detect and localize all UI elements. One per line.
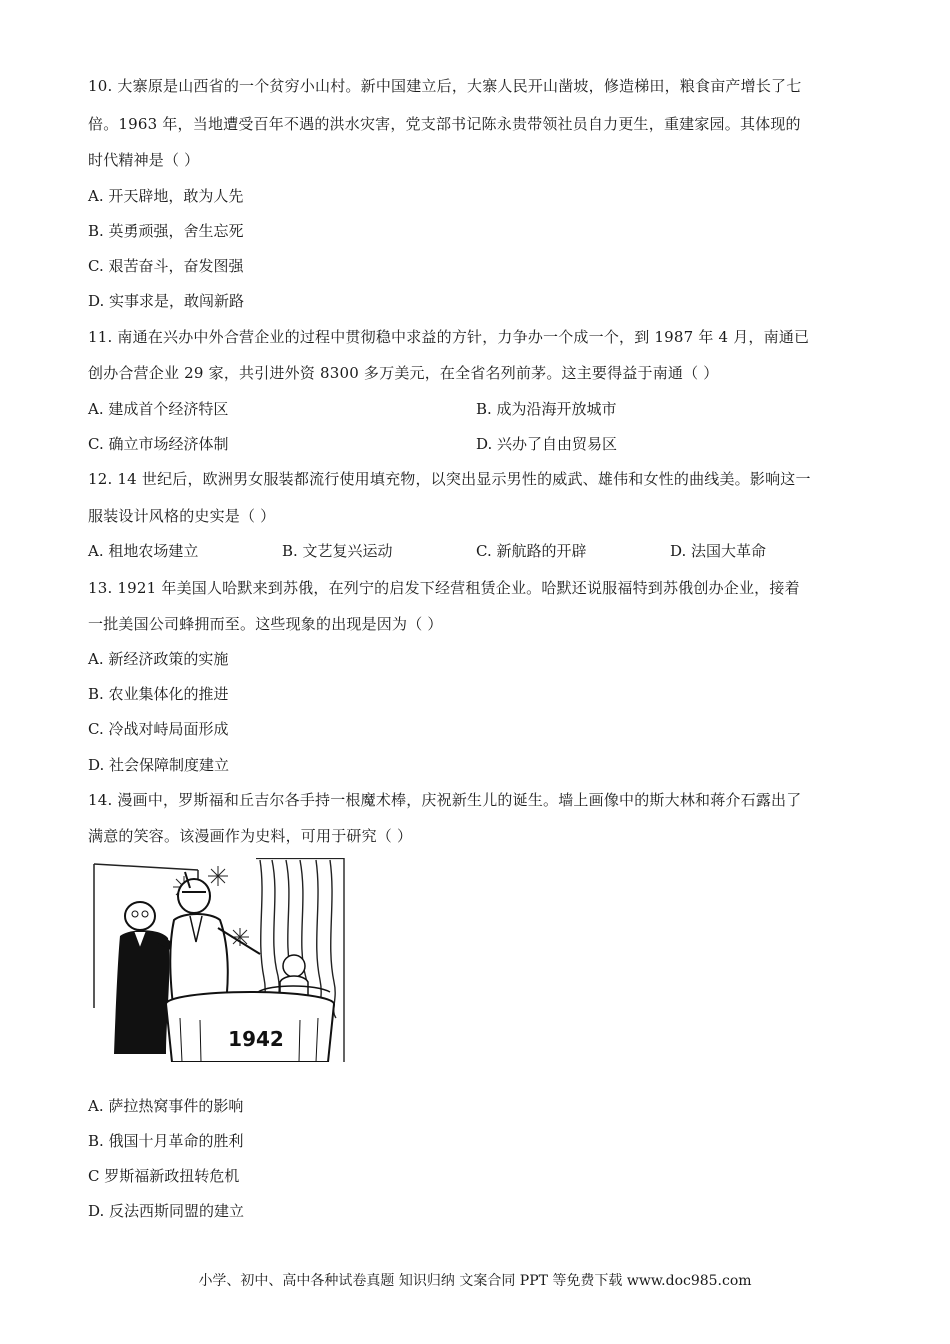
question-12-option-d: D. 法国大革命: [670, 542, 767, 560]
question-11-line-2: 创办合营企业 29 家，共引进外资 8300 多万美元，在全省名列前茅。这主要得益于南通（ ）: [88, 364, 719, 382]
question-10-line-1: 10. 大寨原是山西省的一个贫穷小山村。新中国建立后，大寨人民开山凿坡，修造梯田，粮食亩产增长了七: [88, 77, 802, 95]
question-11-option-d: D. 兴办了自由贸易区: [476, 435, 618, 453]
question-11-line-1: 11. 南通在兴办中外合营企业的过程中贯彻稳中求益的方针，力争办一个成一个，到 1987 年 4 月，南通已: [88, 328, 810, 346]
question-14-line-1: 14. 漫画中，罗斯福和丘吉尔各手持一根魔术棒，庆祝新生儿的诞生。墙上画像中的斯大林和蒋介石露出了: [88, 791, 802, 809]
cartoon-year-label: 1942: [228, 1027, 284, 1051]
question-10-option-d: D. 实事求是，敢闯新路: [88, 292, 245, 310]
question-10-line-2: 倍。1963 年，当地遭受百年不遇的洪水灾害，党支部书记陈永贵带领社员自力更生，重建家园。其体现的: [88, 115, 801, 133]
question-14-line-2: 满意的笑容。该漫画作为史料，可用于研究（ ）: [88, 827, 413, 845]
question-11-option-a: A. 建成首个经济特区: [88, 400, 229, 418]
question-14-option-b: B. 俄国十月革命的胜利: [88, 1132, 244, 1150]
page-footer: 小学、初中、高中各种试卷真题 知识归纳 文案合同 PPT 等免费下载 www.doc985.com: [198, 1273, 752, 1289]
question-10-option-c: C. 艰苦奋斗，奋发图强: [88, 257, 244, 275]
question-14-option-d: D. 反法西斯同盟的建立: [88, 1202, 245, 1220]
question-12-line-1: 12. 14 世纪后，欧洲男女服装都流行使用填充物，以突出显示男性的威武、雄伟和女性的曲线美。影响这一: [88, 470, 811, 488]
cartoon-illustration: [90, 858, 346, 1062]
question-13-line-2: 一批美国公司蜂拥而至。这些现象的出现是因为（ ）: [88, 615, 443, 633]
question-11-option-b: B. 成为沿海开放城市: [476, 400, 617, 418]
question-10-line-3: 时代精神是（ ）: [88, 151, 200, 169]
question-14-option-a: A. 萨拉热窝事件的影响: [88, 1097, 244, 1115]
question-12-line-2: 服装设计风格的史实是（ ）: [88, 507, 276, 525]
question-10-option-a: A. 开天辟地，敢为人先: [88, 187, 244, 205]
question-13-option-d: D. 社会保障制度建立: [88, 756, 230, 774]
question-13-option-b: B. 农业集体化的推进: [88, 685, 229, 703]
question-12-option-a: A. 租地农场建立: [88, 542, 199, 560]
question-11-option-c: C. 确立市场经济体制: [88, 435, 229, 453]
question-12-option-b: B. 文艺复兴运动: [282, 542, 393, 560]
question-13-option-c: C. 冷战对峙局面形成: [88, 720, 229, 738]
question-13-line-1: 13. 1921 年美国人哈默来到苏俄，在列宁的启发下经营租赁企业。哈默还说服福特到苏俄创办企业，接着: [88, 579, 800, 597]
question-14-option-c: C 罗斯福新政扭转危机: [88, 1167, 240, 1185]
question-13-option-a: A. 新经济政策的实施: [88, 650, 229, 668]
question-12-option-c: C. 新航路的开辟: [476, 542, 587, 560]
question-10-option-b: B. 英勇顽强，舍生忘死: [88, 222, 244, 240]
crib-table: [166, 992, 334, 1062]
